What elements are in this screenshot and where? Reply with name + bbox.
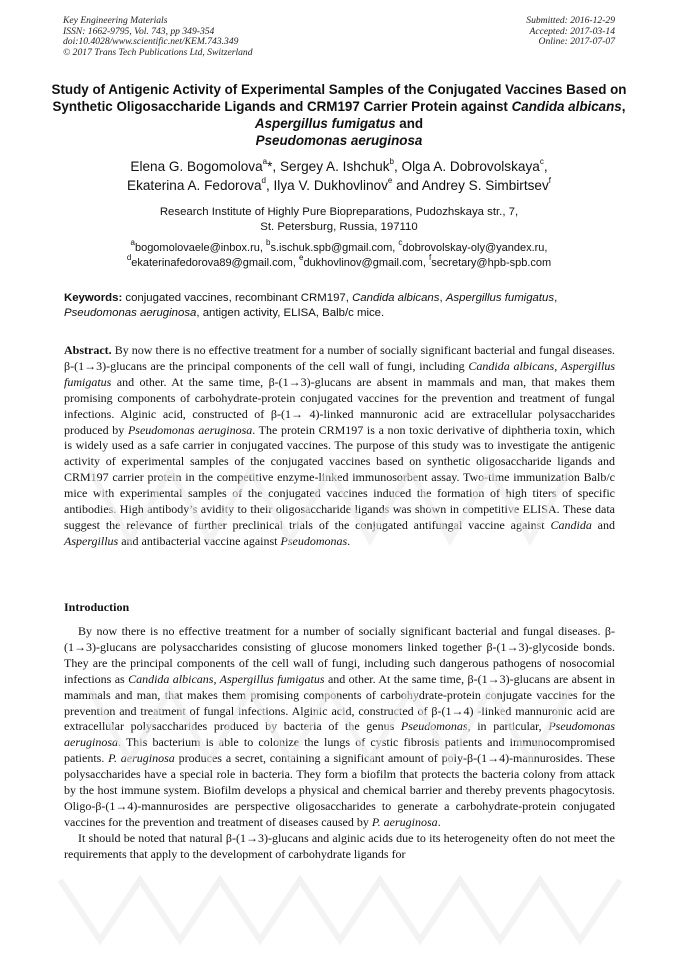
email: secretary@hpb-spb.com bbox=[431, 256, 552, 269]
email: dukhovlinov@gmail.com bbox=[303, 256, 423, 269]
submission-dates bbox=[526, 16, 615, 48]
journal-name: Key Engineering Materials bbox=[63, 15, 168, 26]
abstract-label: Abstract. bbox=[64, 343, 112, 357]
email: s.ischuk.spb@gmail.com bbox=[270, 242, 393, 254]
keywords: Keywords: conjugated vaccines, recombinant CRM197, Candida albicans, Aspergillus fumigatus, Pseudomonas aeruginosa, antigen activity, ELISA, Balb/c mice. bbox=[64, 292, 558, 319]
author: Olga A. Dobrovolskaya bbox=[401, 159, 540, 174]
paragraph: It should be noted that natural β-(1→3)-glucans and alginic acids due to its heterogeneity often do not meet the requirements that apply to the development of carbohydrate ligands for bbox=[64, 830, 615, 861]
author: Sergey A. Ishchuk bbox=[279, 159, 390, 174]
accepted-date: Accepted: 2017-03-14 bbox=[529, 25, 615, 37]
author: Ilya V. Dukhovlinov bbox=[273, 178, 388, 193]
online-date: Online: 2017-07-07 bbox=[538, 36, 615, 48]
keywords-label: Keywords: bbox=[64, 292, 123, 304]
journal-info bbox=[63, 16, 253, 58]
author: Ekaterina A. Fedorova bbox=[127, 178, 262, 193]
journal-doi: doi:10.4028/www.scientific.net/KEM.743.349 bbox=[63, 36, 239, 48]
email-list: $^a$bogomolovaele@inbox.ru, $^b$s.ischuk.spb@gmail.com, $^c$dobrovolskay-oly@yandex.ru, $^d$ekaterinafedorova89@gmail.com, $^e$dukhovlinov@gmail.com, $^f$secretary@hpb-spb.com bbox=[126, 238, 552, 269]
journal-issn: ISSN: 1662-9795, Vol. 743, pp 349-354 bbox=[63, 25, 215, 37]
journal-copyright: © 2017 Trans Tech Publications Ltd, Switzerland bbox=[63, 46, 253, 58]
email: bogomolovaele@inbox.ru bbox=[134, 242, 260, 254]
paper-title: Study of Antigenic Activity of Experimental Samples of the Conjugated Vaccines Based on Synthetic Oligosaccharide Ligands and CRM197 Carrier Protein against Candida albicans, Aspergillus fumigatus and Pseudomonas aeruginosa bbox=[51, 82, 627, 148]
affiliation: Research Institute of Highly Pure Biopreparations, Pudozhskaya str., 7, St. Petersburg, Russia, 197110 bbox=[159, 206, 519, 233]
author: Elena G. Bogomolova bbox=[130, 159, 263, 174]
introduction-body bbox=[64, 624, 615, 863]
paragraph: By now there is no effective treatment for a number of socially significant bacterial and fungal diseases. β-(1→3)-glucans are polysaccharides consisting of glucose monomers linked together β-(1→3)-glycoside bonds. They are the principal components of the cell wall of fungi, including such dangerous pathogens of nosocomial infections as Candida albicans, Aspergillus fumigatus and other. At the same time, β-(1→3)-glucans are absent in mammals and man, that makes them promising components of carbohydrate-protein conjugate vaccines for the prevention and treatment of fungal infections. Alginic acid, constructed of β-(1→4) -linked mannuronic acid are extracellular polysaccharides produced by bacteria of the genus Pseudomonas, in particular, Pseudomonas aeruginosa. This bacterium is able to colonize the lungs of cystic fibrosis patients and immunocompromised patients. P. aeruginosa produces a secret, containing a significant amount of poly-β-(1→4)-mannurosides. These polysaccharides have a special role in bacteria. They form a biofilm that protects the bacteria colony from attack by the host immune system. Biofilm develops a physical and chemical barrier and thereby prevents phagocytosis. Oligo-β-(1→4)-mannurosides are perspective oligosaccharides to generate a carbohydrate-protein conjugated vaccines for the prevention and treatment of diseases caused by P. aeruginosa. bbox=[64, 624, 615, 829]
author: Andrey S. Simbirtsev bbox=[421, 178, 549, 193]
author-list: Elena G. Bogomolova$^a$*, Sergey A. Ishchuk$^b$, Olga A. Dobrovolskaya$^c$, Ekaterina A. Fedorova$^d$, Ilya V. Dukhovlinov$^e$ and Andrey S. Simbirtsev$^f$ bbox=[127, 157, 551, 193]
email: ekaterinafedorova89@gmail.com bbox=[131, 256, 293, 269]
email: dobrovolskay-oly@yandex.ru bbox=[402, 242, 545, 254]
submitted-date: Submitted: 2016-12-29 bbox=[526, 15, 615, 26]
section-heading-introduction: Introduction bbox=[64, 600, 130, 614]
abstract: Abstract. By now there is no effective treatment for a number of socially significant bacterial and fungal diseases. β-(1→3)-glucans are the principal components of the cell wall of fungi, including Candida albicans, Aspergillus fumigatus and other. At the same time, β-(1→3)-glucans are absent in mammals and man, that makes them promising components of carbohydrate-protein conjugated vaccines for the prevention and treatment of fungal infections. Alginic acid, constructed of β-(1→ 4)-linked mannuronic acid are extracellular polysaccharides produced by Pseudomonas aeruginosa. The protein CRM197 is a non toxic derivative of diphtheria toxin, which is widely used as a safe carrier in conjugated vaccines. The purpose of this study was to investigate the antigenic activity of experimental samples of the conjugated vaccines based on synthetic oligosaccharide ligands and CRM197 carrier protein in the competitive enzyme-linked immunosorbent assay. Two-time immunization Balb/c mice with experimental samples of the conjugated vaccines induced the formation of high titers of specific antibodies. High antibody’s avidity to their oligosaccharide ligands was shown in competitive ELISA. These data suggest the relevance of further preclinical trials of the conjugated antifungal vaccine against Candida and Aspergillus and antibacterial vaccine against Pseudomonas. bbox=[64, 343, 616, 548]
